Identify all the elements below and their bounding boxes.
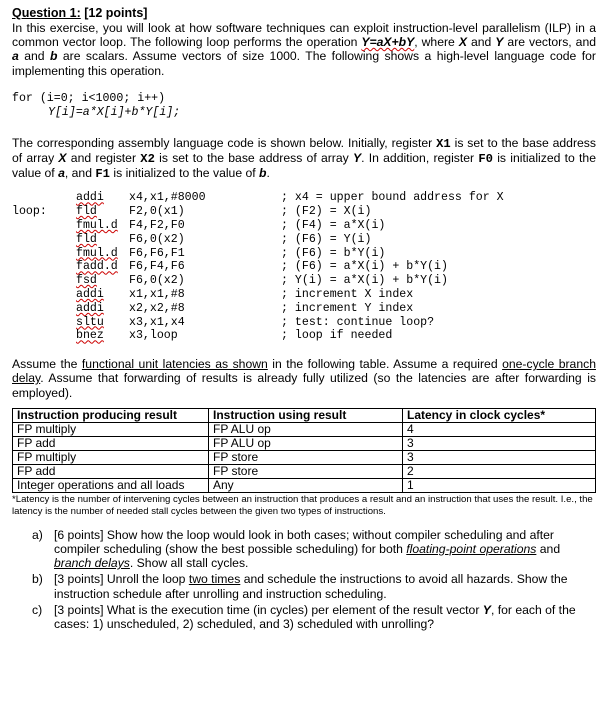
part-a	[32, 527, 596, 571]
header-latency: Latency in clock cycles*	[403, 408, 596, 422]
header-using: Instruction using result	[209, 408, 403, 422]
intro-text-6: are scalars. Assume vectors of size 1000. The following shows a high-level language code for implementing this operation.	[12, 49, 596, 78]
intro-text-5: and	[18, 49, 50, 64]
para3-text-2: in the following table. Assume a required	[267, 357, 503, 372]
asm-opcode: sltu	[76, 315, 104, 329]
asm-comment: ; (F6) = b*Y(i)	[281, 246, 386, 260]
value-a: a	[58, 166, 65, 181]
asm-operands: F4,F2,F0	[129, 219, 185, 233]
register-f1: F1	[95, 167, 110, 182]
asm-operands: F6,F6,F1	[129, 246, 185, 260]
asm-comment: ; increment X index	[281, 288, 414, 301]
assembly-line	[12, 302, 596, 316]
table-cell: FP ALU op	[209, 436, 403, 450]
para3-underline-1: functional unit latencies as shown	[81, 357, 268, 372]
operation-formula: Y=aX+bY	[361, 35, 415, 50]
part-b-underline-1: two times	[188, 572, 241, 587]
assembly-line	[12, 233, 596, 247]
para2-text-3: and register	[66, 151, 141, 166]
asm-label	[12, 233, 76, 247]
part-a-underline-2: branch delays	[54, 556, 130, 571]
para2-text-4: is set to the base address of array	[154, 151, 353, 166]
asm-opcode: fsd	[76, 274, 97, 288]
part-a-text-1: [6 points] Show how the loop would look in both cases; without compiler scheduling and after compiler scheduling (show the best possible scheduling) for both	[54, 527, 554, 556]
asm-comment: ; (F6) = a*X(i) + b*Y(i)	[281, 260, 448, 274]
table-cell: FP add	[13, 464, 209, 478]
part-a-text-2: and	[536, 542, 561, 556]
part-c	[32, 602, 596, 632]
part-a-underline-1: floating-point operations	[406, 542, 537, 556]
part-a-text-3: . Show all stall cycles.	[129, 556, 249, 571]
question-points: [12 points]	[80, 6, 148, 20]
asm-operands: x2,x2,#8	[129, 301, 185, 315]
para2-text-2: is set to the base address of array	[12, 135, 596, 166]
assembly-line	[12, 288, 596, 302]
table-cell: 1	[403, 478, 596, 492]
latency-footnote: *Latency is the number of intervening cycles between an instruction that produces a result and an instruction that uses the result. I.e., the latency is the number of needed stall cycles between the given two types of instructions.	[12, 493, 593, 517]
asm-comment: ; (F4) = a*X(i)	[281, 219, 386, 233]
register-x2: X2	[140, 152, 155, 167]
para2-text-1: The corresponding assembly language code is shown below. Initially, register	[12, 135, 437, 150]
asm-label	[12, 247, 76, 261]
table-cell: FP store	[209, 464, 403, 478]
asm-comment: ; test: continue loop?	[281, 315, 435, 329]
asm-label	[12, 329, 76, 343]
asm-label	[12, 302, 76, 316]
part-b-marker: b)	[32, 572, 43, 587]
para3-text-3: . Assume that forwarding of results is already fully utilized (so the latencies are after forwarding is employed).	[12, 371, 596, 400]
intro-text-2: , where	[414, 35, 459, 50]
asm-operands: x4,x1,#8000	[129, 191, 206, 205]
asm-label: loop:	[12, 205, 47, 219]
table-cell: 2	[403, 464, 596, 478]
para2-text-5: . In addition, register	[361, 151, 479, 166]
asm-comment: ; x4 = upper bound address for X	[281, 191, 504, 205]
table-row	[13, 478, 596, 492]
for-loop-line-2: Y[i]=a*X[i]+b*Y[i];	[48, 105, 181, 119]
para2-text-6: is initialized to the value of	[12, 151, 596, 181]
latency-assumption-paragraph	[12, 357, 596, 400]
table-cell: Any	[209, 478, 403, 492]
intro-paragraph	[12, 21, 596, 78]
asm-opcode: fmul.d	[76, 219, 118, 233]
part-b	[32, 572, 596, 601]
asm-comment: ; Y(i) = a*X(i) + b*Y(i)	[281, 274, 448, 288]
assembly-line	[12, 260, 596, 274]
asm-comment: ; (F6) = Y(i)	[281, 232, 372, 246]
para3-text-1: Assume the	[12, 357, 82, 372]
asm-label	[12, 316, 76, 330]
part-c-marker: c)	[32, 602, 43, 617]
asm-operands: x1,x1,#8	[129, 288, 185, 301]
asm-label	[12, 191, 76, 205]
assembly-line	[12, 247, 596, 261]
part-c-vector-y: Y	[482, 602, 491, 617]
register-f0: F0	[478, 152, 493, 167]
asm-operands: F6,0(x2)	[129, 232, 185, 246]
array-x: X	[58, 151, 67, 166]
asm-label	[12, 274, 76, 288]
intro-text-1: In this exercise, you will look at how software techniques can exploit instruction-level parallelism (ILP) in a common vector loop. The following loop performs the operation	[12, 21, 596, 50]
assembly-line	[12, 316, 596, 330]
part-a-marker: a)	[32, 527, 43, 542]
part-c-text-1: [3 points] What is the execution time (in cycles) per element of the result vector	[54, 602, 483, 617]
table-cell: 4	[403, 422, 596, 436]
asm-opcode: fld	[76, 232, 97, 246]
intro-text-4: are vectors, and	[503, 35, 597, 50]
para2-text-8: is initialized to the value of	[110, 166, 260, 181]
part-b-text-1: [3 points] Unroll the loop	[54, 572, 189, 587]
vector-x: X	[458, 35, 467, 50]
para3-underline-2: one-cycle branch delay	[12, 357, 596, 386]
table-row	[13, 464, 596, 478]
intro-text-3: and	[466, 35, 496, 50]
vector-y: Y	[495, 35, 504, 50]
scalar-a: a	[12, 49, 19, 64]
assembly-line	[12, 205, 596, 219]
question-label: Question 1:	[12, 6, 81, 20]
asm-label	[12, 288, 76, 302]
asm-opcode: fld	[76, 205, 97, 219]
table-row	[13, 436, 596, 450]
asm-comment: ; (F2) = X(i)	[281, 205, 372, 219]
assembly-intro-paragraph	[12, 136, 596, 182]
asm-comment: ; increment Y index	[281, 301, 414, 315]
asm-opcode: addi	[76, 288, 104, 301]
asm-comment: ; loop if needed	[281, 329, 393, 343]
asm-opcode: fadd.d	[76, 260, 118, 274]
asm-opcode: bnez	[76, 329, 104, 343]
table-cell: FP multiply	[13, 450, 209, 464]
register-x1: X1	[436, 136, 451, 151]
assembly-line	[12, 274, 596, 288]
part-c-text-2: , for each of the cases: 1) unscheduled, 2) scheduled, and 3) scheduled with unrolling?	[54, 602, 576, 632]
asm-label	[12, 260, 76, 274]
latency-table	[12, 408, 596, 493]
asm-opcode: addi	[76, 191, 104, 205]
assembly-line	[12, 219, 596, 233]
assembly-code	[12, 191, 596, 343]
part-b-text-2: and schedule the instructions to avoid all hazards. Show the instruction schedule after unrolling and instruction scheduling.	[54, 572, 568, 601]
table-cell: 3	[403, 450, 596, 464]
header-producing: Instruction producing result	[13, 408, 209, 422]
asm-operands: F2,0(x1)	[129, 205, 185, 219]
asm-operands: x3,x1,x4	[129, 315, 185, 329]
for-loop-line-1: for (i=0; i<1000; i++)	[12, 91, 166, 105]
assembly-line	[12, 191, 596, 205]
asm-operands: F6,0(x2)	[129, 274, 185, 288]
table-cell: FP add	[13, 436, 209, 450]
value-b: b	[259, 166, 267, 181]
question-parts	[12, 528, 596, 631]
table-cell: 3	[403, 436, 596, 450]
scalar-b: b	[49, 49, 58, 64]
latency-table-header	[13, 408, 596, 422]
array-y: Y	[352, 151, 362, 166]
table-row	[13, 422, 596, 436]
asm-operands: F6,F4,F6	[129, 260, 185, 274]
table-row	[13, 450, 596, 464]
asm-opcode: fmul.d	[76, 246, 118, 260]
assembly-line	[12, 329, 596, 343]
para2-text-7: , and	[64, 166, 96, 181]
question-page	[12, 6, 596, 633]
for-loop-code	[12, 92, 596, 120]
asm-label	[12, 219, 76, 233]
question-title	[12, 6, 596, 21]
table-cell: Integer operations and all loads	[13, 478, 209, 492]
table-cell: FP multiply	[13, 422, 209, 436]
table-cell: FP store	[209, 450, 403, 464]
para2-text-9: .	[266, 166, 270, 181]
asm-opcode: addi	[76, 301, 104, 315]
asm-operands: x3,loop	[129, 329, 178, 343]
table-cell: FP ALU op	[209, 422, 403, 436]
